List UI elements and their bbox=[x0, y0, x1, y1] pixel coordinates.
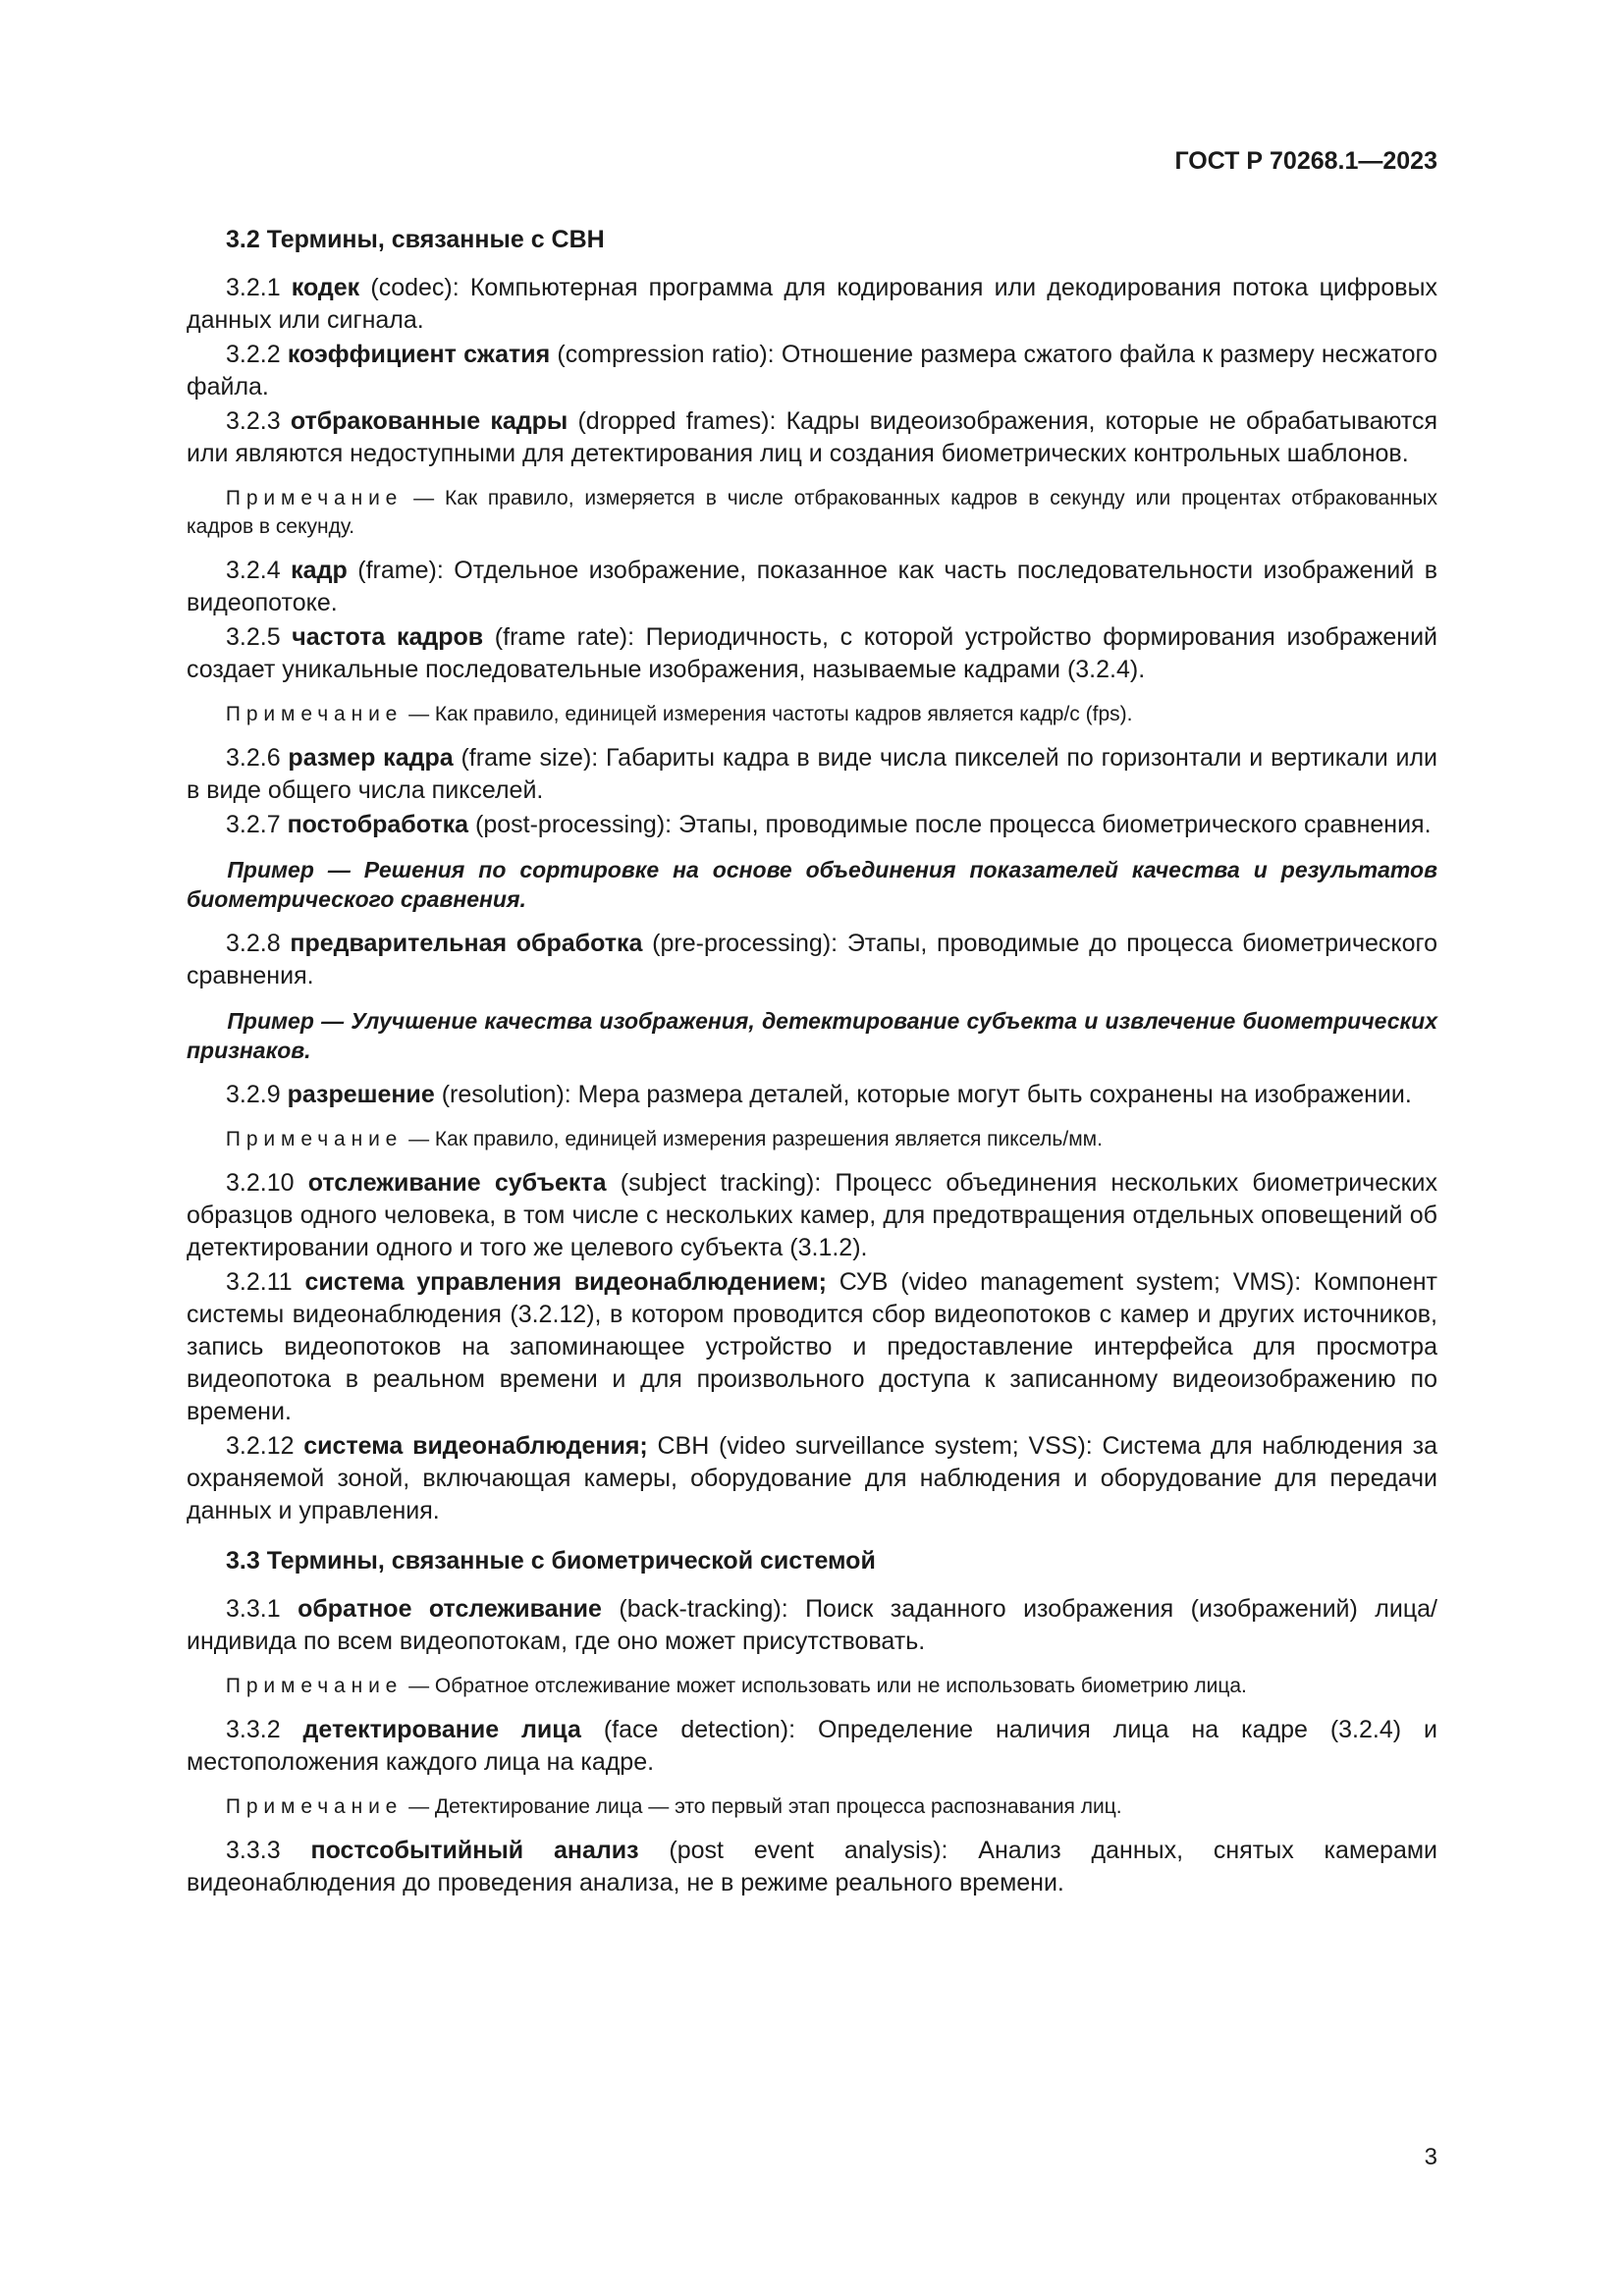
term-name: кодек bbox=[291, 274, 360, 301]
term-number: 3.2.11 bbox=[226, 1268, 293, 1296]
term-3-3-2 bbox=[187, 1714, 1437, 1779]
note-3-2-5 bbox=[187, 700, 1437, 728]
section-title-3-2: 3.2 Термины, связанные с СВН bbox=[226, 226, 605, 253]
term-definition: (dropped frames): Кадры видеоизображения, которые не обрабатываются или являются недоступными для детектирования лиц и создания биометрических контрольных шаблонов. bbox=[187, 407, 1438, 467]
term-number: 3.2.10 bbox=[226, 1169, 295, 1197]
term-number: 3.3.2 bbox=[226, 1716, 281, 1743]
term-definition: (compression ratio): Отношение размера сжатого файла к размеру несжатого файла. bbox=[187, 341, 1437, 400]
term-definition: (codec): Компьютерная программа для кодирования или декодирования потока цифровых данных или сигнала. bbox=[187, 274, 1437, 334]
term-3-2-8 bbox=[187, 928, 1437, 992]
term-definition: (frame): Отдельное изображение, показанное как часть последовательности изображений в видеопотоке. bbox=[187, 557, 1438, 616]
note-3-3-2 bbox=[187, 1792, 1437, 1821]
term-number: 3.2.6 bbox=[226, 744, 281, 772]
term-number: 3.3.1 bbox=[226, 1595, 281, 1623]
term-number: 3.2.8 bbox=[226, 930, 281, 957]
page-number: 3 bbox=[1424, 2144, 1437, 2170]
note-text: — Детектирование лица — это первый этап процесса распознавания лиц. bbox=[408, 1795, 1122, 1818]
term-definition: (post event analysis): Анализ данных, снятых камерами видеонаблюдения до проведения анализа, не в режиме реального времени. bbox=[187, 1837, 1437, 1896]
term-number: 3.2.5 bbox=[226, 623, 281, 651]
term-3-2-12 bbox=[187, 1430, 1437, 1527]
note-text: — Обратное отслеживание может использовать или не использовать биометрию лица. bbox=[408, 1675, 1247, 1697]
term-number: 3.2.4 bbox=[226, 557, 281, 584]
term-definition: (subject tracking): Процесс объединения нескольких биометрических образцов одного человека, в том числе с нескольких камер, для предотвращения отдельных оповещений об детектировании одного и того же целевого субъекта (3.1.2). bbox=[187, 1169, 1437, 1261]
note-label: Примечание bbox=[225, 1128, 404, 1150]
term-number: 3.2.3 bbox=[226, 407, 281, 435]
term-name: система управления видеонаблюдением; bbox=[304, 1268, 827, 1296]
term-definition: (frame size): Габариты кадра в виде числа пикселей по горизонтали и вертикали или в виде общего числа пикселей. bbox=[187, 744, 1438, 804]
term-name: кадр bbox=[291, 557, 348, 584]
term-name: постобработка bbox=[287, 811, 469, 838]
term-name: коэффициент сжатия bbox=[287, 341, 551, 368]
note-label: Примечание bbox=[225, 487, 404, 509]
note-3-3-1 bbox=[187, 1672, 1437, 1700]
term-name: детектирование лица bbox=[302, 1716, 581, 1743]
section-gap bbox=[187, 1527, 1437, 1545]
term-name: отслеживание субъекта bbox=[307, 1169, 607, 1197]
term-3-2-5 bbox=[187, 621, 1437, 686]
note-label: Примечание bbox=[225, 703, 404, 725]
term-definition: (resolution): Мера размера деталей, которые могут быть сохранены на изображении. bbox=[441, 1081, 1412, 1108]
term-number: 3.3.3 bbox=[226, 1837, 281, 1864]
note-3-2-3 bbox=[187, 484, 1437, 541]
note-text: — Как правило, единицей измерения разрешения является пиксель/мм. bbox=[408, 1128, 1103, 1150]
term-number: 3.2.1 bbox=[226, 274, 281, 301]
term-definition: СУВ (video management system; VMS): Компонент системы видеонаблюдения (3.2.12), в котором проводится сбор видеопотоков с камер и других источников, запись видеопотоков на запоминающее устройство и предоставление интерфейса для просмотра видеопотока в реальном времени и для произвольного доступа к записанному видеоизображению по времени. bbox=[187, 1268, 1437, 1425]
note-text: — Как правило, измеряется в числе отбракованных кадров в секунду или процентах отбракованных кадров в секунду. bbox=[187, 487, 1437, 538]
term-number: 3.2.12 bbox=[226, 1432, 295, 1460]
term-name: разрешение bbox=[287, 1081, 435, 1108]
term-3-2-10 bbox=[187, 1167, 1437, 1264]
term-definition: (frame rate): Периодичность, с которой устройство формирования изображений создает уникальные последовательные изображения, называемые кадрами (3.2.4). bbox=[187, 623, 1437, 683]
term-definition: (post-processing): Этапы, проводимые после процесса биометрического сравнения. bbox=[475, 811, 1432, 838]
term-3-3-3 bbox=[187, 1835, 1437, 1899]
term-number: 3.2.9 bbox=[226, 1081, 281, 1108]
note-3-2-9 bbox=[187, 1125, 1437, 1153]
term-name: размер кадра bbox=[288, 744, 454, 772]
term-name: отбракованные кадры bbox=[290, 407, 568, 435]
term-3-3-1 bbox=[187, 1593, 1437, 1658]
term-name: система видеонаблюдения; bbox=[303, 1432, 648, 1460]
note-label: Примечание bbox=[225, 1795, 404, 1818]
example-3-2-7: Пример — Решения по сортировке на основе объединения показателей качества и результатов биометрического сравнения. bbox=[187, 857, 1437, 912]
section-title-3-3: 3.3 Термины, связанные с биометрической системой bbox=[226, 1547, 876, 1575]
term-definition: (back-tracking): Поиск заданного изображения (изображений) лица/индивида по всем видеопотокам, где оно может присутствовать. bbox=[187, 1595, 1438, 1655]
term-number: 3.2.2 bbox=[226, 341, 281, 368]
term-3-2-9 bbox=[187, 1079, 1437, 1111]
example-3-2-8: Пример — Улучшение качества изображения, детектирование субъекта и извлечение биометрических признаков. bbox=[187, 1008, 1437, 1063]
term-3-2-4 bbox=[187, 555, 1437, 619]
term-definition: (pre-processing): Этапы, проводимые до процесса биометрического сравнения. bbox=[187, 930, 1437, 989]
term-number: 3.2.7 bbox=[226, 811, 281, 838]
term-name: частота кадров bbox=[292, 623, 484, 651]
term-name: постсобытийный анализ bbox=[310, 1837, 639, 1864]
document-body bbox=[187, 224, 1437, 1899]
term-3-2-11 bbox=[187, 1266, 1437, 1428]
term-name: обратное отслеживание bbox=[298, 1595, 602, 1623]
term-definition: (face detection): Определение наличия лица на кадре (3.2.4) и местоположения каждого лица на кадре. bbox=[187, 1716, 1437, 1776]
term-name: предварительная обработка bbox=[290, 930, 643, 957]
term-3-2-1 bbox=[187, 272, 1437, 337]
term-3-2-6 bbox=[187, 742, 1437, 807]
note-text: — Как правило, единицей измерения частоты кадров является кадр/с (fps). bbox=[408, 703, 1133, 725]
term-3-2-3 bbox=[187, 405, 1437, 470]
term-definition: СВН (video surveillance system; VSS): Система для наблюдения за охраняемой зоной, включающая камеры, оборудование для наблюдения и оборудование для передачи данных и управления. bbox=[187, 1432, 1437, 1524]
term-3-2-7 bbox=[187, 809, 1437, 841]
note-label: Примечание bbox=[225, 1675, 404, 1697]
term-3-2-2 bbox=[187, 339, 1437, 403]
document-id-header: ГОСТ Р 70268.1—2023 bbox=[1174, 147, 1437, 175]
